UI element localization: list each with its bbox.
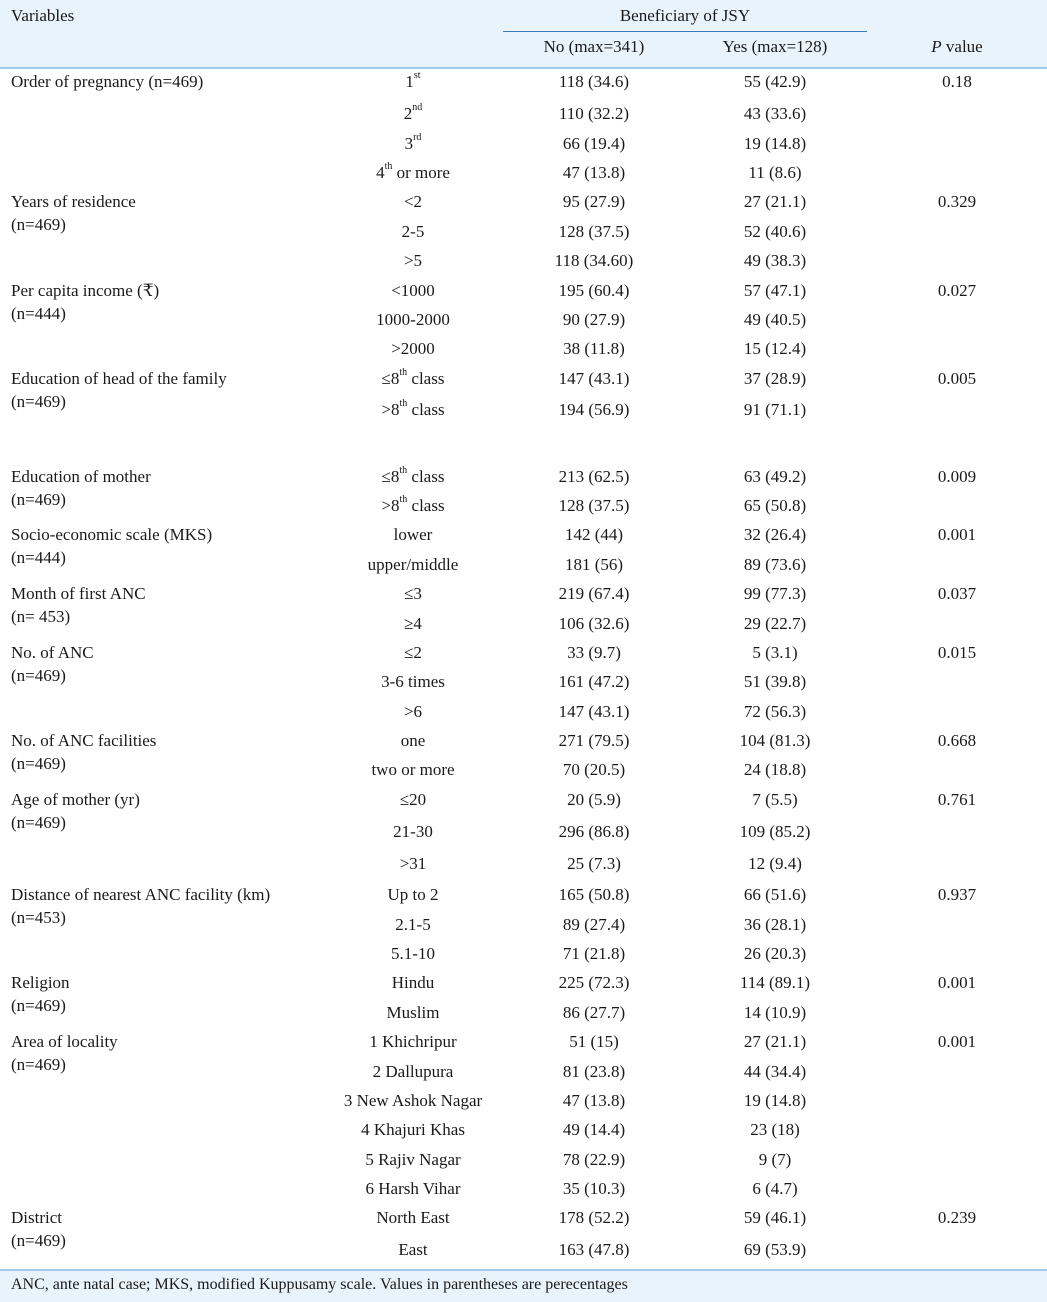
table-header: [0, 0, 1047, 69]
yes-value: 63 (49.2): [743, 467, 807, 486]
level-superscript: th: [384, 161, 393, 173]
yes-value: 109 (85.2): [739, 822, 811, 841]
level-label: [300, 222, 526, 242]
level-label: [300, 467, 526, 487]
no-value: 51 (15): [569, 1032, 619, 1051]
yes-value: 23 (18): [750, 1120, 800, 1139]
level-label: [300, 525, 526, 545]
no-value: 178 (52.2): [558, 1208, 630, 1227]
no-value: 20 (5.9): [567, 790, 621, 809]
yes-value: 49 (38.3): [743, 251, 807, 270]
level-label: [300, 281, 526, 301]
variable-n: (n=469): [11, 1231, 66, 1250]
no-value: 128 (37.5): [558, 496, 630, 515]
level-suffix: class: [407, 496, 445, 515]
level-text: 4 Khajuri Khas: [361, 1120, 465, 1139]
level-suffix: or more: [392, 163, 450, 182]
yes-value: 99 (77.3): [743, 584, 807, 603]
level-label: [300, 1208, 526, 1228]
yes-value: 26 (20.3): [743, 944, 807, 963]
level-text: 6 Harsh Vihar: [365, 1179, 461, 1198]
level-label: [300, 104, 526, 124]
no-value: 25 (7.3): [567, 854, 621, 873]
footnote: ANC, ante natal case; MKS, modified Kuppusamy scale. Values in parentheses are perecentages: [11, 1276, 628, 1293]
variable-label: [11, 281, 159, 324]
level-text: 21-30: [393, 822, 433, 841]
variable-label: [11, 731, 156, 774]
level-text: one: [400, 731, 426, 750]
no-value: 70 (20.5): [562, 760, 626, 779]
variable-n: (n=469): [11, 813, 66, 832]
level-superscript: st: [413, 70, 421, 82]
variable-label: [11, 973, 70, 1016]
level-label: [300, 944, 526, 964]
level-suffix: class: [407, 467, 445, 486]
yes-value: 14 (10.9): [743, 1003, 807, 1022]
variable-name: Area of locality: [11, 1032, 118, 1051]
level-text: <1000: [391, 281, 435, 300]
p-value: 0.329: [937, 192, 977, 211]
variable-n: (n=469): [11, 666, 66, 685]
level-text: >2000: [391, 339, 435, 358]
no-value: 142 (44): [564, 525, 624, 544]
level-text: <2: [403, 192, 423, 211]
p-value: 0.668: [937, 731, 977, 750]
variable-name: Education of mother: [11, 467, 151, 486]
yes-value: 59 (46.1): [743, 1208, 807, 1227]
level-suffix: class: [407, 369, 445, 388]
no-value: 213 (62.5): [558, 467, 630, 486]
level-superscript: th: [399, 367, 408, 379]
no-value: 147 (43.1): [558, 702, 630, 721]
level-text: 2.1-5: [395, 915, 431, 934]
table-body: [0, 69, 1047, 1269]
level-superscript: th: [399, 398, 408, 410]
p-value: 0.937: [937, 885, 977, 904]
no-value: 95 (27.9): [562, 192, 626, 211]
no-value: 106 (32.6): [558, 614, 630, 633]
no-value: 47 (13.8): [562, 163, 626, 182]
level-label: [300, 584, 526, 604]
variable-label: [11, 885, 270, 928]
variable-label: [11, 72, 203, 92]
no-value: 118 (34.6): [558, 72, 630, 91]
level-text: 1 Khichripur: [369, 1032, 457, 1051]
p-value: 0.18: [942, 72, 972, 91]
yes-value: 19 (14.8): [743, 134, 807, 153]
header-divider: [503, 31, 867, 32]
level-superscript: th: [399, 465, 408, 477]
variable-label: [11, 467, 151, 510]
no-value: 296 (86.8): [558, 822, 630, 841]
no-value: 165 (50.8): [558, 885, 630, 904]
p-value: 0.001: [937, 525, 977, 544]
level-label: [300, 1120, 526, 1140]
p-value: 0.239: [937, 1208, 977, 1227]
no-value: 71 (21.8): [562, 944, 626, 963]
level-text: ≥4: [404, 614, 422, 633]
variable-name: Socio-economic scale (MKS): [11, 525, 213, 544]
level-text: 4: [376, 163, 385, 182]
variable-label: [11, 369, 227, 412]
yes-value: 24 (18.8): [743, 760, 807, 779]
no-value: 194 (56.9): [558, 400, 630, 419]
level-text: 3: [404, 134, 414, 153]
yes-value: 12 (9.4): [748, 854, 802, 873]
level-label: [300, 973, 526, 993]
variables-header: Variables: [11, 6, 75, 25]
variable-name: Years of residence: [11, 192, 136, 211]
yes-value: 29 (22.7): [743, 614, 807, 633]
level-text: Muslim: [386, 1003, 440, 1022]
yes-value: 51 (39.8): [743, 672, 807, 691]
no-value: 35 (10.3): [562, 1179, 626, 1198]
yes-column-header: Yes (max=128): [722, 37, 828, 56]
no-value: 161 (47.2): [558, 672, 630, 691]
p-value: 0.005: [937, 369, 977, 388]
p-value: 0.009: [937, 467, 977, 486]
level-label: [300, 822, 526, 842]
variable-n: (n=444): [11, 304, 66, 323]
level-text: 5.1-10: [391, 944, 435, 963]
variable-name: Age of mother (yr): [11, 790, 140, 809]
table-footer: [0, 1269, 1047, 1302]
level-suffix: class: [407, 400, 445, 419]
yes-value: 7 (5.5): [752, 790, 798, 809]
variable-name: No. of ANC: [11, 643, 94, 662]
yes-value: 44 (34.4): [743, 1062, 807, 1081]
level-text: 2 Dallupura: [372, 1062, 454, 1081]
level-label: [300, 134, 526, 154]
variable-n: (n=469): [11, 996, 66, 1015]
no-value: 219 (67.4): [558, 584, 630, 603]
variable-name: Per capita income (₹): [11, 281, 160, 300]
p-value-header: [880, 37, 1034, 57]
no-value: 271 (79.5): [558, 731, 630, 750]
no-value: 81 (23.8): [562, 1062, 626, 1081]
level-label: [300, 369, 526, 389]
level-label: [300, 885, 526, 905]
level-text: >8: [381, 496, 400, 515]
level-text: 3 New Ashok Nagar: [343, 1091, 483, 1110]
variable-label: [11, 192, 136, 235]
yes-value: 43 (33.6): [743, 104, 807, 123]
level-label: [300, 1062, 526, 1082]
p-value: 0.001: [937, 1032, 977, 1051]
yes-value: 114 (89.1): [739, 973, 811, 992]
yes-value: 55 (42.9): [743, 72, 807, 91]
no-value: 47 (13.8): [562, 1091, 626, 1110]
level-text: 5 Rajiv Nagar: [365, 1150, 461, 1169]
yes-value: 9 (7): [758, 1150, 792, 1169]
yes-value: 15 (12.4): [743, 339, 807, 358]
level-label: [300, 760, 526, 780]
variable-name: No. of ANC facilities: [11, 731, 157, 750]
variable-name: Order of pregnancy (n=469): [11, 72, 204, 91]
p-rest: value: [941, 37, 983, 56]
level-text: ≤2: [404, 643, 422, 662]
variable-label: [11, 525, 212, 568]
no-value: 33 (9.7): [567, 643, 621, 662]
level-label: [300, 1003, 526, 1023]
level-label: [300, 555, 526, 575]
p-value: 0.037: [937, 584, 977, 603]
level-label: [300, 496, 526, 516]
no-value: 195 (60.4): [558, 281, 630, 300]
yes-value: 65 (50.8): [743, 496, 807, 515]
variable-n: (n=469): [11, 490, 66, 509]
variable-label: [11, 1208, 66, 1251]
variable-n: (n= 453): [11, 607, 71, 626]
level-label: [300, 310, 526, 330]
yes-value: 72 (56.3): [743, 702, 807, 721]
level-label: [300, 251, 526, 271]
yes-value: 104 (81.3): [739, 731, 811, 750]
level-label: [300, 1032, 526, 1052]
level-text: two or more: [371, 760, 455, 779]
no-value: 38 (11.8): [563, 339, 625, 358]
yes-value: 5 (3.1): [752, 643, 798, 662]
no-column-header: No (max=341): [543, 37, 645, 56]
level-label: [300, 614, 526, 634]
yes-value: 6 (4.7): [752, 1179, 798, 1198]
no-value: 225 (72.3): [558, 973, 630, 992]
variable-n: (n=469): [11, 1055, 66, 1074]
level-superscript: rd: [413, 132, 422, 144]
yes-value: 52 (40.6): [743, 222, 807, 241]
level-text: North East: [376, 1208, 450, 1227]
variable-n: (n=469): [11, 754, 66, 773]
level-label: [300, 1179, 526, 1199]
variable-label: [11, 643, 94, 686]
variable-label: [11, 584, 146, 627]
level-label: [300, 854, 526, 874]
variable-name: Distance of nearest ANC facility (km): [11, 885, 271, 904]
level-label: [300, 1150, 526, 1170]
no-value: 163 (47.8): [558, 1240, 630, 1259]
variable-n: (n=453): [11, 908, 66, 927]
no-value: 78 (22.9): [562, 1150, 626, 1169]
yes-value: 27 (21.1): [743, 1032, 807, 1051]
level-text: East: [398, 1240, 428, 1259]
level-text: 1: [405, 72, 414, 91]
no-value: 147 (43.1): [558, 369, 630, 388]
level-label: [300, 702, 526, 722]
level-text: lower: [393, 525, 433, 544]
level-text: 2-5: [401, 222, 425, 241]
no-value: 128 (37.5): [558, 222, 630, 241]
level-text: ≤3: [404, 584, 422, 603]
no-value: 181 (56): [564, 555, 624, 574]
level-label: [300, 672, 526, 692]
yes-value: 89 (73.6): [743, 555, 807, 574]
level-superscript: nd: [412, 102, 423, 114]
no-value: 90 (27.9): [562, 310, 626, 329]
p-italic: P: [931, 37, 942, 56]
level-text: ≤8: [381, 467, 400, 486]
yes-value: 27 (21.1): [743, 192, 807, 211]
variable-name: Religion: [11, 973, 70, 992]
variable-name: Month of first ANC: [11, 584, 146, 603]
yes-value: 19 (14.8): [743, 1091, 807, 1110]
level-text: 1000-2000: [376, 310, 450, 329]
beneficiary-header: Beneficiary of JSY: [619, 6, 751, 25]
level-text: Hindu: [391, 973, 435, 992]
p-value: 0.027: [937, 281, 977, 300]
variable-n: (n=469): [11, 215, 66, 234]
no-value: 66 (19.4): [562, 134, 626, 153]
no-value: 49 (14.4): [562, 1120, 626, 1139]
p-value: 0.761: [937, 790, 977, 809]
level-text: ≤8: [381, 369, 400, 388]
level-superscript: th: [399, 494, 408, 506]
level-text: >8: [381, 400, 400, 419]
no-value: 89 (27.4): [562, 915, 626, 934]
level-text: ≤20: [399, 790, 427, 809]
level-text: 3-6 times: [381, 672, 445, 691]
yes-value: 37 (28.9): [743, 369, 807, 388]
variable-n: (n=444): [11, 548, 66, 567]
variable-name: District: [11, 1208, 62, 1227]
no-value: 110 (32.2): [558, 104, 630, 123]
variable-n: (n=469): [11, 392, 66, 411]
yes-value: 66 (51.6): [743, 885, 807, 904]
level-label: [300, 1240, 526, 1260]
level-text: >6: [403, 702, 423, 721]
variable-label: [11, 1032, 118, 1075]
no-value: 86 (27.7): [562, 1003, 626, 1022]
no-value: 118 (34.60): [554, 251, 634, 270]
level-text: 2: [403, 104, 413, 123]
level-text: upper/middle: [367, 555, 459, 574]
yes-value: 69 (53.9): [743, 1240, 807, 1259]
level-label: [300, 192, 526, 212]
level-text: >31: [399, 854, 427, 873]
level-text: >5: [403, 251, 423, 270]
level-label: [300, 731, 526, 751]
level-text: Up to 2: [387, 885, 439, 904]
p-value: 0.015: [937, 643, 977, 662]
variable-name: Education of head of the family: [11, 369, 227, 388]
yes-value: 57 (47.1): [743, 281, 807, 300]
level-label: [300, 72, 526, 92]
level-label: [300, 400, 526, 420]
level-label: [300, 643, 526, 663]
yes-value: 49 (40.5): [743, 310, 807, 329]
yes-value: 91 (71.1): [743, 400, 807, 419]
variable-label: [11, 790, 140, 833]
level-label: [300, 163, 526, 183]
level-label: [300, 790, 526, 810]
yes-value: 11 (8.6): [748, 163, 802, 182]
level-label: [300, 915, 526, 935]
level-label: [300, 339, 526, 359]
yes-value: 36 (28.1): [743, 915, 807, 934]
yes-value: 32 (26.4): [743, 525, 807, 544]
level-label: [300, 1091, 526, 1111]
p-value: 0.001: [937, 973, 977, 992]
